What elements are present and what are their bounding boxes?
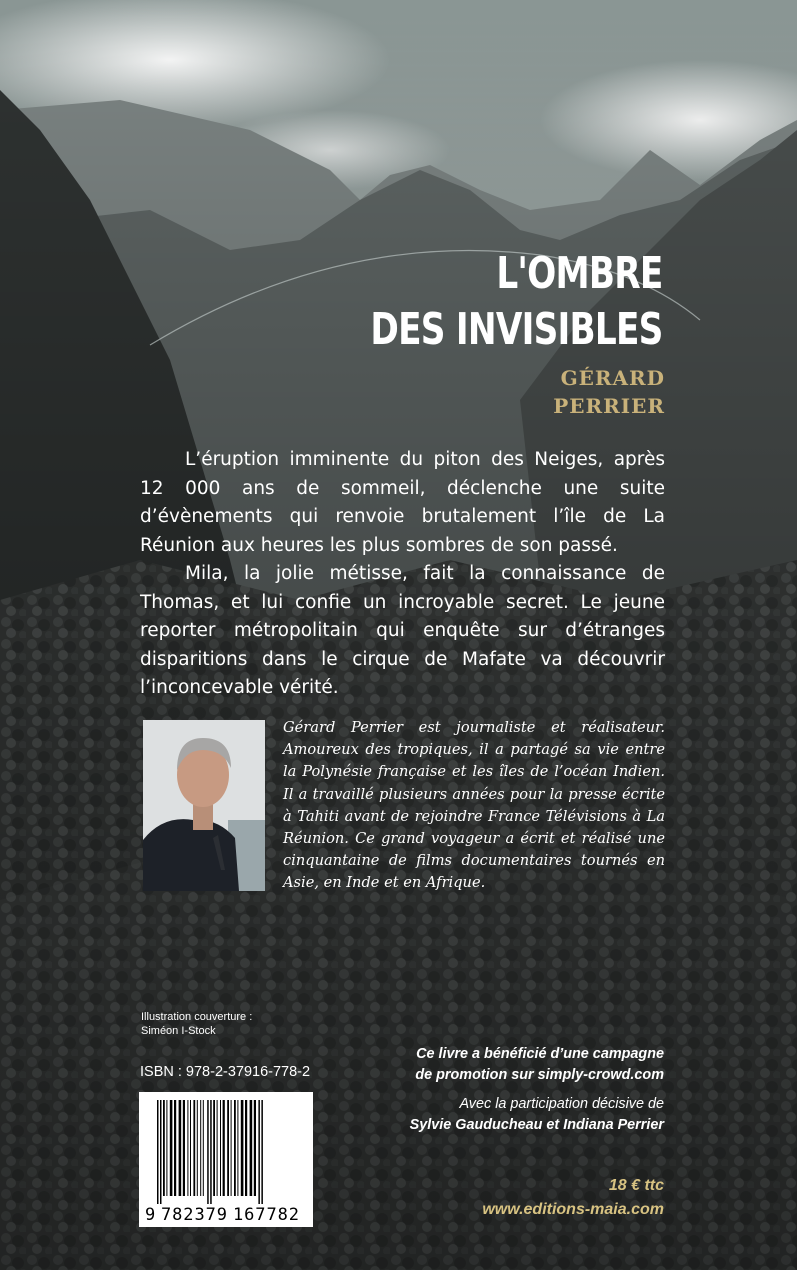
campaign-line-2: de promotion sur simply-crowd.com [415,1067,664,1083]
author-name [553,364,665,420]
barcode-bar [179,1100,182,1196]
barcode-bar [200,1100,201,1196]
barcode-graphic [139,1092,313,1227]
synopsis-paragraph-2: Mila, la jolie métisse, fait la connaissance de Thomas, et lui confie un incroyable secret. Le jeune reporter métropolitain qui enquête sur d’étranges disparitions dans le cirque de Mafate va découvrir l’inconcevable vérité. [140,563,665,698]
barcode-bar [261,1100,263,1204]
illustration-credit [141,1010,252,1038]
participation-line-1: Avec la participation décisive de [459,1096,664,1112]
barcode-bar [203,1100,204,1196]
barcode-bar [254,1100,256,1196]
author-last-name: PERRIER [553,394,665,418]
author-biography: Gérard Perrier est journaliste et réalisateur. Amoureux des tropiques, il a partagé sa vie entre la Polynésie française et les îles de l’océan Indien. Il a travaillé plusieurs années pour la presse écrite à Tahiti avant de rejoindre France Télévisions à La Réunion. Ce grand voyageur a écrit et réalisé une cinquantaine de films documentaires tournés en Asie, en Inde et en Afrique. [283,719,665,892]
synopsis-paragraph-1: L’éruption imminente du piton des Neiges, après 12 000 ans de sommeil, déclenche une suite d’évènements qui renvoie brutalement l’île de La Réunion aux heures les plus sombres de son passé. [140,449,665,556]
author-photo [143,720,265,891]
barcode-lead-digit: 9 [145,1205,156,1225]
participation-names: Sylvie Gauducheau et Indiana Perrier [409,1117,664,1133]
crowdfunding-notice [415,1044,664,1086]
participation-notice [410,1094,664,1136]
credit-source: Siméon I-Stock [141,1025,216,1037]
price-amount: 18 € ttc [608,1177,664,1194]
title-line-2: DES INVISIBLES [370,304,663,355]
isbn-barcode [139,1092,313,1227]
barcode-bar [190,1100,191,1196]
barcode-bar [163,1100,165,1196]
campaign-line-1: Ce livre a bénéficié d’une campagne [416,1046,664,1062]
barcode-bar [241,1100,244,1196]
barcode-bar [250,1100,253,1196]
barcode-bar [213,1100,215,1196]
barcode-bar [197,1100,198,1196]
barcode-bar [157,1100,159,1204]
barcode-bar [217,1100,218,1196]
barcode-bar [174,1100,176,1196]
barcode-bar [234,1100,236,1196]
barcode-right-digits: 167782 [233,1205,299,1225]
author-first-name: GÉRARD [560,366,665,390]
barcode-left-digits: 782379 [161,1205,227,1225]
barcode-bar [207,1100,209,1204]
barcode-bar [220,1100,221,1196]
book-title [371,246,663,358]
title-line-1: L'OMBRE [496,248,663,299]
barcode-bar [237,1100,238,1196]
book-synopsis [140,446,665,703]
barcode-bar [231,1100,232,1196]
isbn-label: ISBN : 978-2-37916-778-2 [140,1064,311,1080]
barcode-bar [183,1100,185,1196]
price-block [482,1174,664,1222]
author-portrait-image [143,720,265,891]
barcode-bar [160,1100,162,1204]
barcode-bar [245,1100,247,1196]
publisher-website: www.editions-maia.com [482,1201,664,1218]
barcode-bar [170,1100,173,1196]
credit-label: Illustration couverture : [141,1011,253,1023]
barcode-bar [187,1100,188,1196]
barcode-bar [258,1100,260,1204]
barcode-bar [210,1100,212,1204]
barcode-bar [223,1100,225,1196]
barcode-bar [227,1100,229,1196]
barcode-bar [166,1100,167,1196]
barcode-bars [157,1100,263,1204]
barcode-bar [193,1100,195,1196]
